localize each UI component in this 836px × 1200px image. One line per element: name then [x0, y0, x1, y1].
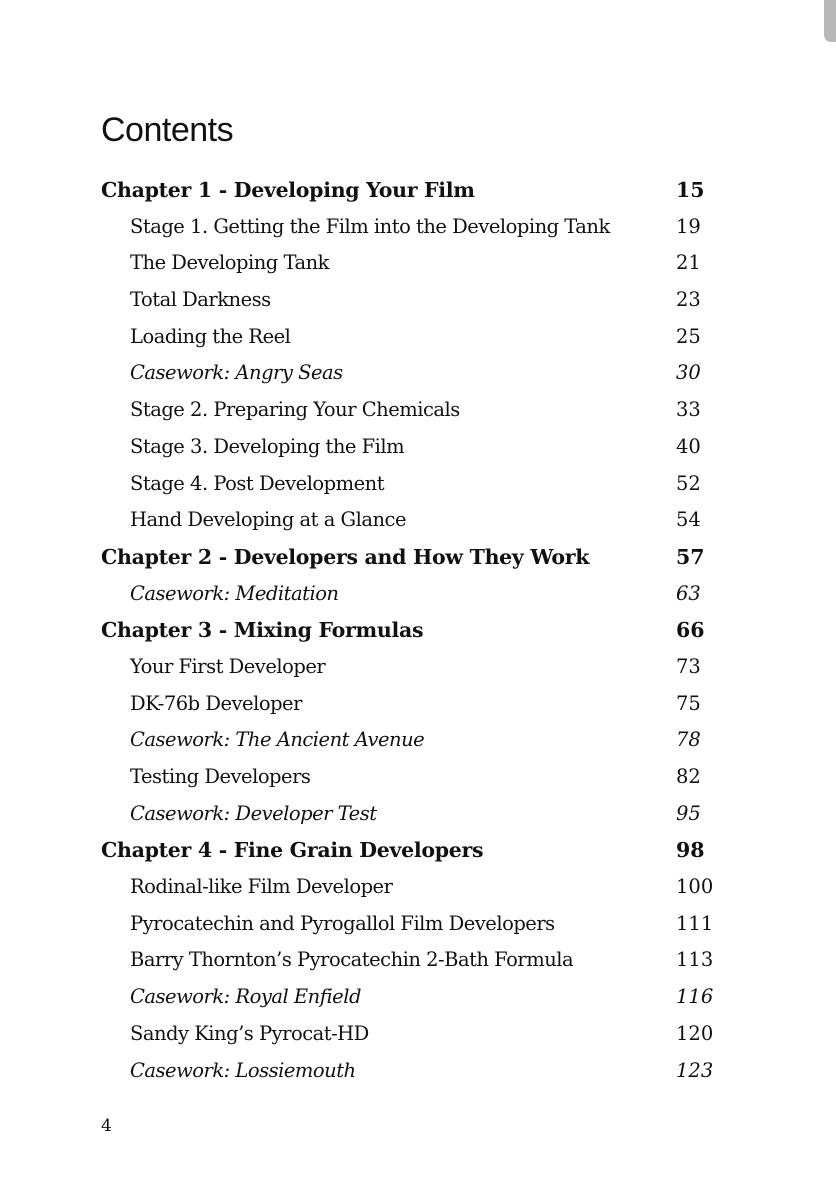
toc-casework-entry[interactable] [101, 722, 741, 759]
toc-entry-page-number: 111 [676, 911, 714, 935]
toc-entry-page-number: 40 [676, 434, 701, 458]
toc-entry-title: DK-76b Developer [130, 691, 302, 715]
toc-entry-title: Chapter 1 - Developing Your Film [101, 178, 475, 202]
toc-entry-title: Hand Developing at a Glance [130, 508, 406, 532]
toc-entry-page-number: 75 [676, 691, 701, 715]
toc-entry-title: Casework: Developer Test [130, 801, 377, 825]
toc-section-entry[interactable] [101, 906, 741, 943]
toc-entry-page-number: 116 [676, 985, 714, 1009]
toc-section-entry[interactable] [101, 759, 741, 796]
toc-entry-title: Stage 2. Preparing Your Chemicals [130, 398, 460, 422]
toc-section-entry[interactable] [101, 282, 741, 319]
toc-entry-page-number: 54 [676, 508, 701, 532]
toc-entry-page-number: 78 [676, 728, 701, 752]
toc-section-entry[interactable] [101, 869, 741, 906]
toc-casework-entry[interactable] [101, 355, 741, 392]
toc-section-entry[interactable] [101, 502, 741, 539]
table-of-contents [101, 172, 741, 1089]
toc-entry-page-number: 120 [676, 1021, 714, 1045]
toc-entry-title: Casework: Royal Enfield [130, 985, 361, 1009]
toc-entry-title: Stage 3. Developing the Film [130, 434, 405, 458]
toc-entry-title: Chapter 3 - Mixing Formulas [101, 618, 424, 643]
toc-entry-title: Casework: The Ancient Avenue [130, 728, 425, 752]
toc-entry-title: Casework: Meditation [130, 581, 339, 605]
toc-entry-title: Pyrocatechin and Pyrogallol Film Developers [130, 911, 555, 935]
toc-chapter-entry[interactable] [101, 539, 741, 576]
toc-casework-entry[interactable] [101, 1053, 741, 1090]
toc-entry-page-number: 57 [676, 544, 705, 569]
toc-entry-title: Casework: Lossiemouth [130, 1058, 356, 1082]
toc-casework-entry[interactable] [101, 576, 741, 613]
toc-section-entry[interactable] [101, 942, 741, 979]
toc-entry-page-number: 19 [676, 214, 701, 238]
toc-section-entry[interactable] [101, 245, 741, 282]
toc-entry-page-number: 33 [676, 398, 701, 422]
toc-chapter-entry[interactable] [101, 612, 741, 649]
toc-entry-page-number: 100 [676, 875, 714, 899]
toc-casework-entry[interactable] [101, 979, 741, 1016]
toc-entry-title: Loading the Reel [130, 324, 291, 348]
toc-entry-title: Stage 1. Getting the Film into the Developing Tank [130, 214, 610, 238]
page-title: Contents [101, 111, 234, 149]
toc-chapter-entry[interactable] [101, 172, 741, 209]
toc-entry-page-number: 123 [676, 1058, 714, 1082]
toc-section-entry[interactable] [101, 466, 741, 503]
page-number: 4 [101, 1116, 112, 1136]
toc-section-entry[interactable] [101, 209, 741, 246]
toc-entry-page-number: 63 [676, 581, 701, 605]
toc-entry-page-number: 25 [676, 324, 701, 348]
toc-entry-page-number: 21 [676, 251, 701, 275]
toc-section-entry[interactable] [101, 392, 741, 429]
toc-entry-title: Casework: Angry Seas [130, 361, 343, 385]
toc-section-entry[interactable] [101, 686, 741, 723]
toc-entry-page-number: 82 [676, 765, 701, 788]
toc-section-entry[interactable] [101, 1016, 741, 1053]
toc-entry-page-number: 113 [676, 948, 714, 972]
toc-entry-title: Barry Thornton’s Pyrocatechin 2-Bath Formula [130, 948, 574, 972]
toc-section-entry[interactable] [101, 649, 741, 686]
toc-entry-page-number: 30 [676, 361, 701, 385]
toc-entry-title: Total Darkness [130, 288, 271, 312]
toc-section-entry[interactable] [101, 319, 741, 356]
toc-entry-title: Chapter 4 - Fine Grain Developers [101, 838, 484, 863]
toc-entry-page-number: 98 [676, 838, 705, 863]
toc-entry-page-number: 15 [676, 178, 705, 202]
toc-entry-title: Chapter 2 - Developers and How They Work [101, 544, 590, 569]
toc-entry-page-number: 23 [676, 288, 701, 312]
toc-entry-page-number: 95 [676, 801, 701, 825]
toc-entry-title: Rodinal-like Film Developer [130, 875, 393, 899]
toc-entry-title: The Developing Tank [130, 251, 329, 275]
toc-entry-title: Stage 4. Post Development [130, 471, 385, 495]
toc-casework-entry[interactable] [101, 796, 741, 833]
toc-chapter-entry[interactable] [101, 832, 741, 869]
toc-entry-page-number: 52 [676, 471, 701, 495]
toc-entry-title: Sandy King’s Pyrocat-HD [130, 1021, 369, 1045]
toc-entry-page-number: 66 [676, 618, 705, 643]
toc-section-entry[interactable] [101, 429, 741, 466]
toc-entry-title: Testing Developers [130, 765, 311, 788]
toc-entry-page-number: 73 [676, 654, 701, 678]
scrollbar-thumb[interactable] [824, 0, 836, 42]
toc-entry-title: Your First Developer [130, 654, 326, 678]
